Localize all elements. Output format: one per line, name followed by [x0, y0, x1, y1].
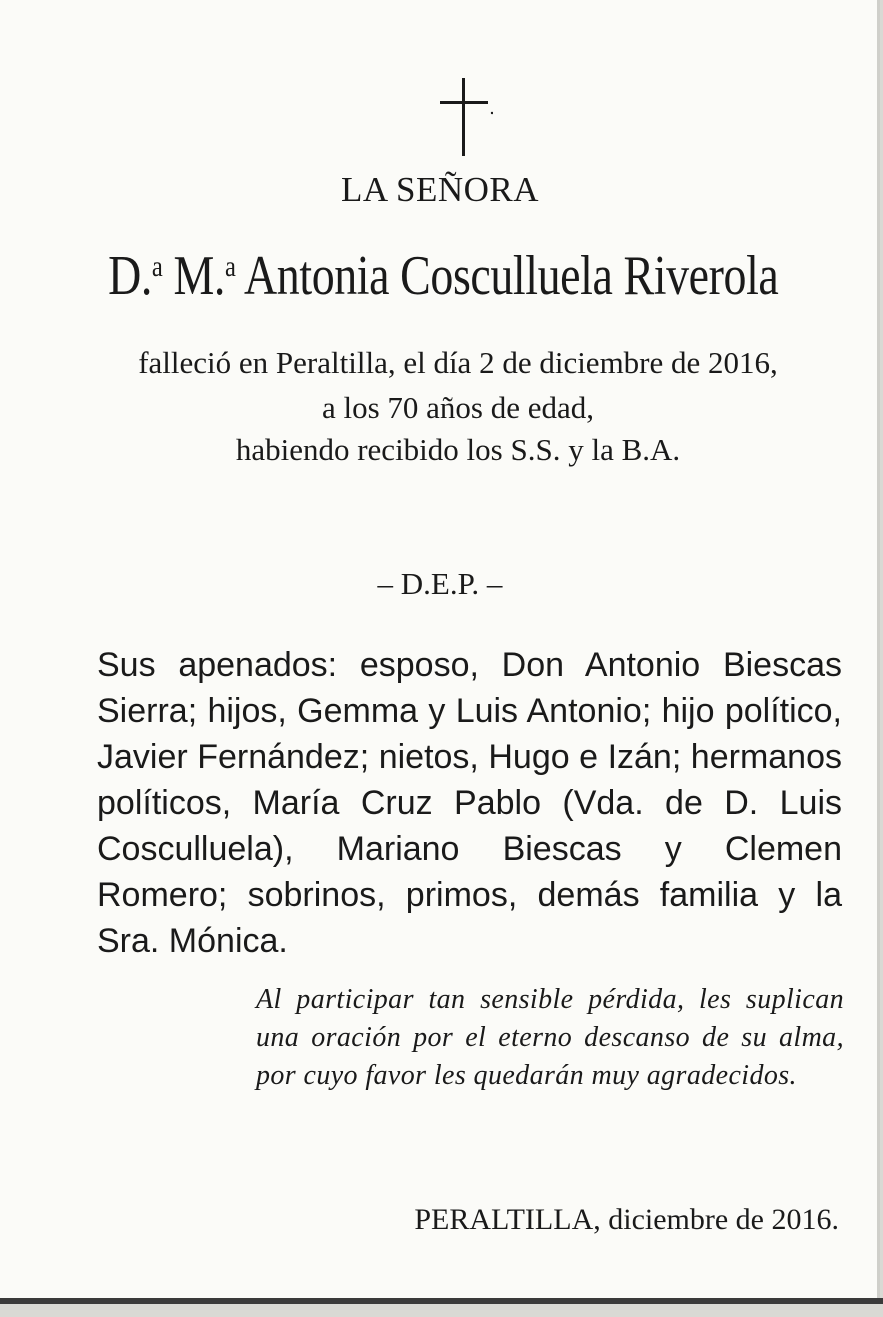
name-sup-2: a [224, 250, 236, 283]
prayer-paragraph: Al participar tan sensible pérdida, les suplican una oración por el eterno descanso de su alma, por cuyo favor les quedarán muy agradecidos. [256, 984, 844, 1091]
death-line-3: habiendo recibido los S.S. y la B.A. [235, 432, 681, 467]
death-line-2: a los 70 años de edad, [321, 390, 595, 425]
deceased-name [82, 244, 804, 308]
place-date-footer: PERALTILLA, diciembre de 2016. [414, 1203, 839, 1236]
name-main: Antonia Cosculluela Riverola [235, 245, 779, 307]
card-bottom-edge [0, 1298, 883, 1304]
death-line-1: falleció en Peraltilla, el día 2 de diciembre de 2016, [138, 345, 778, 380]
name-prefix-1: D. [108, 245, 152, 307]
cross-icon [437, 78, 493, 156]
title-label: LA SEÑORA [341, 170, 539, 209]
family-paragraph: Sus apenados: esposo, Don Antonio Biescas Sierra; hijos, Gemma y Luis Antonio; hijo político, Javier Fernández; nietos, Hugo e Izán; hermanos políticos, María Cruz Pablo (Vda. de D. Luis Cosculluela), Mariano Biescas y Clemen Romero; sobrinos, primos, demás familia y la Sra. Mónica. [97, 646, 842, 960]
dep-label: – D.E.P. – [377, 566, 503, 601]
name-sup-1: a [151, 250, 163, 283]
name-prefix-2: M. [162, 245, 225, 307]
